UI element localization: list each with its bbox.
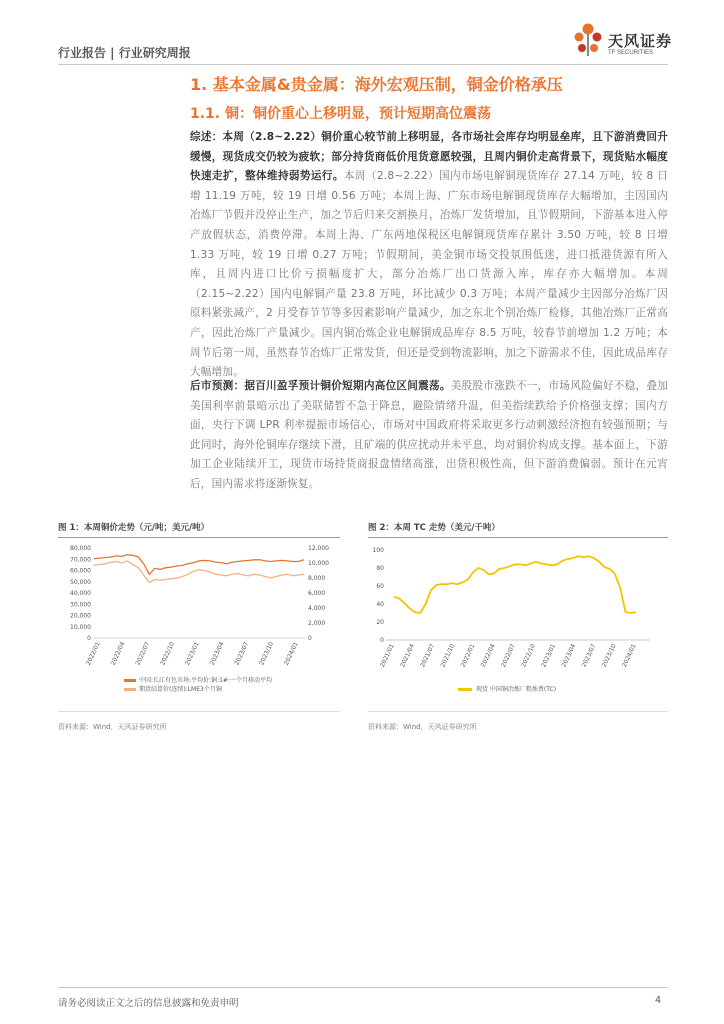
y-left-tick-label: 0 (87, 635, 91, 642)
outlook-lead: 后市预测：据百川盈孚预计铜价短期内高位区间震荡。 (190, 380, 451, 392)
footer-disclaimer: 请务必阅读正文之后的信息披露和免责申明 (58, 998, 239, 1009)
y-tick-label: 20 (376, 619, 384, 626)
y-left-tick-label: 60,000 (70, 567, 91, 575)
legend-label-1: 中国:长江有色市场:平均价:铜:1#:一个月移动平均 (139, 677, 272, 684)
x-tick-label: 2023/07 (233, 640, 251, 667)
logo-flower-icon (570, 20, 606, 58)
x-tick-label: 2023/01 (540, 642, 558, 669)
x-tick-label: 2022/07 (499, 642, 517, 669)
footer-divider (58, 987, 668, 988)
y-right-tick-label: 10,000 (308, 560, 329, 567)
x-tick-label: 2022/10 (159, 640, 177, 667)
y-right-tick-label: 12,000 (308, 545, 329, 552)
series-line-2 (94, 561, 304, 583)
y-tick-label: 60 (376, 583, 384, 590)
y-left-tick-label: 50,000 (70, 578, 91, 586)
legend-swatch-1 (124, 679, 136, 682)
y-left-tick-label: 80,000 (70, 545, 91, 552)
figure1-top-rule (58, 537, 340, 538)
subsection-heading: 1.1. 铜：铜价重心上移明显，预计短期高位震荡 (190, 106, 491, 122)
series-line-1 (94, 555, 304, 575)
x-tick-label: 2022/01 (84, 640, 102, 667)
y-left-tick-label: 70,000 (70, 556, 91, 564)
y-right-tick-label: 6,000 (308, 590, 326, 597)
x-tick-label: 2024/01 (620, 642, 638, 669)
y-tick-label: 40 (376, 601, 384, 608)
legend-swatch-1 (458, 688, 472, 691)
x-tick-label: 2023/10 (600, 642, 618, 669)
legend-label-2: 期货结算价(连续):LME3个月铜 (139, 686, 222, 693)
summary-lead: 综述：本周（2.8~2.22）铜价重心较节前上移明显，各市场社会库存均明显垒库，且下游消费回升缓慢，现货成交仍较为疲软；部分持货商低价甩货意愿较强，且周内铜价走高背景下，现货贴水幅度快速走扩，整体维持弱势运行。 (190, 131, 668, 183)
y-left-tick-label: 30,000 (70, 601, 91, 609)
tc-price-chart (368, 540, 668, 708)
x-tick-label: 2023/01 (183, 640, 201, 667)
y-right-tick-label: 4,000 (308, 605, 326, 612)
section-heading: 1. 基本金属&贵金属：海外宏观压制，铜金价格承压 (190, 75, 563, 94)
figure2-source: 资料来源：Wind，天风证券研究所 (368, 723, 477, 731)
x-tick-label: 2021/10 (439, 642, 457, 669)
logo-cn-text: 天风证券 (608, 32, 673, 50)
x-tick-label: 2022/07 (134, 640, 152, 667)
summary-paragraph (190, 128, 668, 383)
legend-label-1: 现货 中国铜冶炼厂粗炼费(TC) (476, 686, 557, 693)
x-tick-label: 2023/04 (208, 640, 226, 667)
y-tick-label: 0 (380, 637, 384, 644)
figure2-bottom-rule (368, 711, 668, 712)
y-left-tick-label: 20,000 (70, 612, 91, 620)
y-left-tick-label: 40,000 (70, 590, 91, 597)
page-number: 4 (655, 995, 662, 1006)
x-tick-label: 2024/01 (282, 640, 300, 667)
logo-en-text: TF SECURITIES (608, 50, 654, 56)
figure2-top-rule (368, 537, 668, 538)
x-tick-label: 2021/07 (419, 642, 437, 669)
x-tick-label: 2022/04 (479, 642, 497, 669)
x-tick-label: 2022/04 (109, 640, 127, 667)
x-tick-label: 2021/04 (399, 642, 416, 669)
y-tick-label: 80 (376, 565, 384, 572)
figure1-chart (58, 540, 340, 712)
x-tick-label: 2021/01 (378, 642, 396, 669)
report-type-label: 行业报告 | 行业研究周报 (58, 46, 191, 60)
outlook-paragraph (190, 377, 668, 495)
outlook-body: 美股股市涨跌不一，市场风险偏好不稳，叠加美国利率前景暗示出了美联储暂不急于降息，避险情绪升温，但美指续跌给予价格强支撑；国内方面，央行下调 LPR 利率提振市场信心，市场对中国政府将采取更多行动刺激经济抱有较强预期；与此同时，海外伦铜库存继续下滑，且矿端的供应扰动并未平息，均对铜价构成支撑。基本面上，下游加工企业陆续开工，现货市场持货商报盘情绪高涨，出货积极性高，但下游消费偏弱。预计在元宵后，国内需求将逐渐恢复。 (190, 380, 668, 490)
y-right-tick-label: 8,000 (308, 575, 326, 582)
copper-price-chart (58, 540, 340, 708)
x-tick-label: 2023/10 (258, 640, 276, 667)
x-tick-label: 2022/01 (459, 642, 477, 669)
figure1-title: 图 1：本周铜价走势（元/吨；美元/吨） (58, 523, 210, 533)
figure1-bottom-rule (58, 711, 340, 712)
x-tick-label: 2022/10 (520, 642, 537, 669)
figure2-title: 图 2：本周 TC 走势（美元/千吨） (368, 523, 500, 533)
x-tick-label: 2023/04 (560, 642, 578, 669)
figure1-source: 资料来源：Wind，天风证券研究所 (58, 723, 167, 731)
summary-body: 本周（2.8~2.22）国内市场电解铜现货库存 27.14 万吨，较 8 日增 11.19 万吨，较 19 日增 0.56 万吨；本周上海、广东市场电解铜现货库存大幅增加，主因国内冶炼厂节假并没停止生产，加之节后归来交割换月，冶炼厂发货增加，且节假期间，下游基本进入停产放假状态，消费停滞。本周上海、广东两地保税区电解铜现货库存累计 3.50 万吨，较 8 日增 1.33 万吨，较 19 日增 0.27 万吨；节假期间，美金铜市场交投氛围低迷，进口抵港货源有所入库，且周内进口比价亏损幅度扩大，部分冶炼厂出口货源入库，库存亦大幅增加。本周（2.15~2.22）国内电解铜产量 23.8 万吨，环比减少 0.3 万吨；本周产量减少主因部分冶炼厂因原料紧张减产，2 月受春节节等多因素影响产量减少，加之东北个别冶炼厂检修，其他冶炼厂正常高产，因此冶炼厂产量减少。国内铜冶炼企业电解铜成品库存 8.5 万吨，较春节前增加 1.2 万吨；本周节后第一周，虽然春节冶炼厂正常发货，但还是受到物流影响，加之下游需求不佳，因此成品库存大幅增加。 (190, 170, 668, 379)
y-tick-label: 100 (372, 547, 384, 554)
legend-swatch-2 (124, 688, 136, 691)
series-line-1 (394, 556, 636, 613)
header-divider (58, 64, 668, 65)
y-right-tick-label: 2,000 (308, 620, 326, 627)
company-logo (570, 20, 700, 64)
x-tick-label: 2023/07 (580, 642, 598, 669)
y-left-tick-label: 10,000 (70, 623, 91, 631)
y-right-tick-label: 0 (308, 635, 312, 642)
figure2-chart (368, 540, 668, 712)
